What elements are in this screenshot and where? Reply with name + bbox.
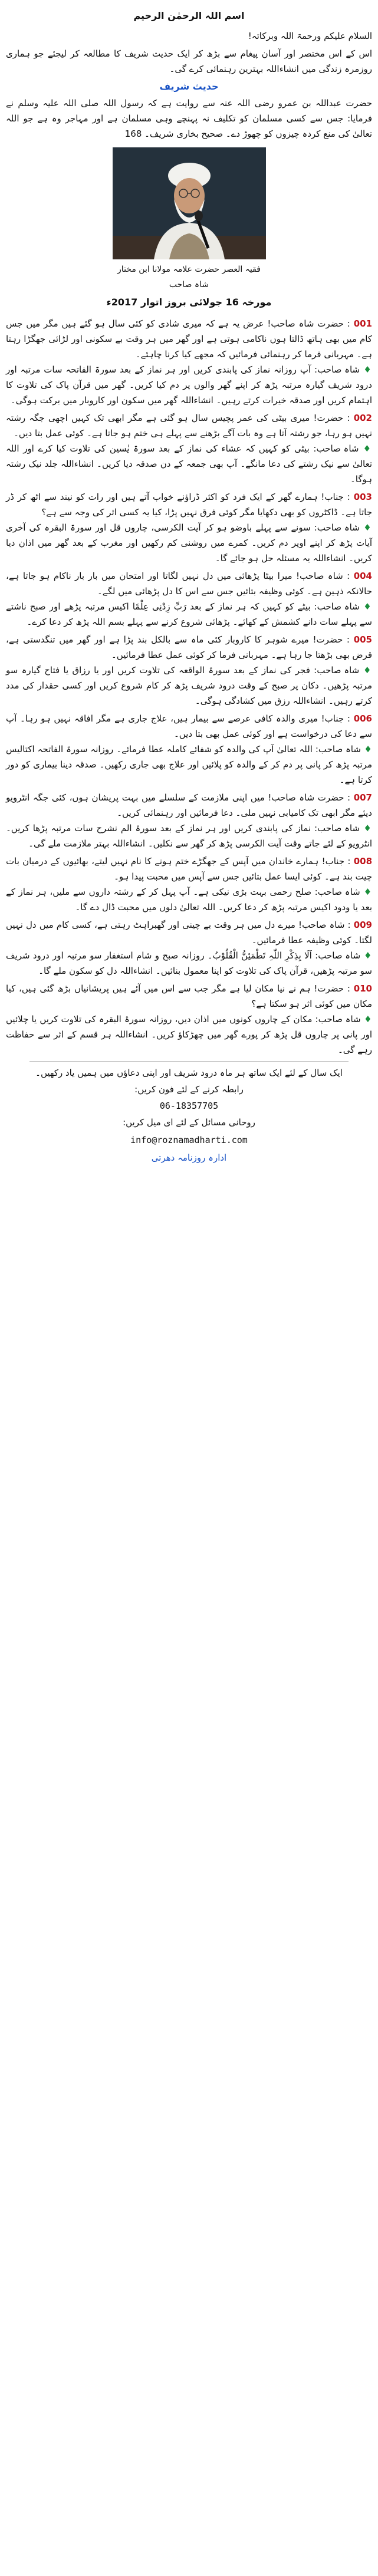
answer-marker-icon: ♦ xyxy=(360,887,372,897)
answer-marker-icon: ♦ xyxy=(359,601,373,612)
question-010: 010 : حضرت! ہم نے نیا مکان لیا ہے مگر جب سے اس میں آئے ہیں پریشانیاں بڑھ گئی ہیں، کیا مکان میں کوئی اثر ہو سکتا ہے؟ xyxy=(6,983,372,1009)
question-number: 002 xyxy=(353,413,372,423)
answer-text: شاہ صاحب: بیٹے کو کہیں کہ ہر نماز کے بعد رَبِّ زِدْنِی عِلْمًا اکیس مرتبہ پڑھے اور صبح ناشتے سے پہلے سات دانے کشمش کے کھائے۔ پڑھائی شروع کرنے سے پہلے بسم اللہ پڑھ کر دعا کرے۔ xyxy=(6,601,372,627)
answer-text: شاہ صاحب: اَلَا بِذِکْرِ اللّٰہِ تَطْمَئِنُّ الْقُلُوْبُ۔ روزانہ صبح و شام استغفار سو مرتبہ اور درود شریف سو مرتبہ پڑھیں، قرآن پاک کی تلاوت کو اپنا معمول بنائیں۔ انشاءاللہ دل کو سکون ملے گا۔ xyxy=(6,950,372,976)
question-009: 009 : شاہ صاحب! میرے دل میں ہر وقت بے چینی اور گھبراہٹ رہتی ہے، کسی کام میں دل نہیں لگتا۔ کوئی وظیفہ عطا فرمائیں۔ xyxy=(6,920,372,946)
portrait-photo xyxy=(113,147,266,259)
answer-text: شاہ صاحب: بیٹی کو کہیں کہ عشاء کی نماز کے بعد سورۃ یٰسین کی تلاوت کیا کرے اور اللہ تعالیٰ سے نیک رشتے کی دعا مانگے۔ آپ بھی جمعہ کے دن صدقہ دیا کریں۔ انشاءاللہ جلد نیک رشتہ ہوگا۔ xyxy=(6,443,372,485)
contact-phone: 06-18357705 xyxy=(159,1101,219,1111)
answer-marker-icon: ♦ xyxy=(360,950,373,961)
answer-text: شاہ صاحب: اللہ تعالیٰ آپ کی والدہ کو شفائے کاملہ عطا فرمائے۔ روزانہ سورۃ الفاتحہ اکتالیس مرتبہ پڑھ کر پانی پر دم کر کے والدہ کو پلائیں اور علاج بھی جاری رکھیں۔ صدقہ دینا بیماری کو دور کرتا ہے۔ xyxy=(6,744,372,785)
answer-004 xyxy=(6,599,372,630)
answer-text: شاہ صاحب: نماز کی پابندی کریں اور ہر نماز کے بعد سورۃ الم نشرح سات مرتبہ پڑھا کریں۔ انٹرویو کے لئے جاتے وقت آیت الکرسی پڑھ کر گھر سے نکلیں۔ انشاءاللہ بہتر ملازمت ملے گی۔ xyxy=(6,823,372,849)
question-text: حضرت! ہم نے نیا مکان لیا ہے مگر جب سے اس میں آئے ہیں پریشانیاں بڑھ گئی ہیں، کیا مکان میں کوئی اثر ہو سکتا ہے؟ xyxy=(6,983,372,1009)
answer-007 xyxy=(6,821,372,851)
answer-005 xyxy=(6,663,372,709)
portrait-illustration xyxy=(113,147,266,259)
footer-closing: ادارہ روزنامہ دھرتی xyxy=(151,1152,227,1163)
answer-marker-icon: ♦ xyxy=(359,443,373,454)
answer-marker-icon: ♦ xyxy=(360,823,372,834)
answer-text: شاہ صاحب: آپ روزانہ نماز کی پابندی کریں اور ہر نماز کے بعد سورۃ الفاتحہ سات مرتبہ اور درود شریف گیارہ مرتبہ پڑھ کر اپنے گھر والوں پر دم کیا کریں۔ گھر میں قرآن پاک کی تلاوت کا اہتمام کریں اور صدقہ خیرات کرتے رہیں۔ انشاءاللہ گھر میں سکون اور کاروبار میں برکت ہوگی۔ xyxy=(6,364,372,406)
answer-text: شاہ صاحب: سونے سے پہلے باوضو ہو کر آیت الکرسی، چاروں قل اور سورۃ البقرہ کی آخری آیات پڑھ کر اپنے اوپر دم کریں۔ کمرے میں روشنی کم رکھیں اور مغرب کے بعد گھر میں اذان دیا کریں۔ انشاءاللہ یہ مسئلہ حل ہو جائے گا۔ xyxy=(6,522,372,564)
footer-divider xyxy=(29,1061,349,1062)
footer-note-3: روحانی مسائل کے لئے ای میل کریں: xyxy=(123,1117,255,1128)
answer-003 xyxy=(6,520,372,566)
question-008: 008 : جناب! ہمارے خاندان میں آپس کے جھگڑے ختم ہونے کا نام نہیں لیتے، بھائیوں کے درمیان بات چیت بند ہے۔ کوئی ایسا عمل بتائیں جس سے آپس میں محبت پیدا ہو۔ xyxy=(6,856,373,882)
question-number: 009 xyxy=(353,920,372,930)
answer-text: شاہ صاحب: مکان کے چاروں کونوں میں اذان دیں، روزانہ سورۃ البقرہ کی تلاوت کریں یا چلائیں اور پانی پر چاروں قل پڑھ کر پورے گھر میں چھڑکاؤ کریں۔ انشاءاللہ ہر قسم کے اثر سے حفاظت رہے گی۔ xyxy=(6,1014,372,1055)
question-number: 007 xyxy=(353,792,372,803)
issue-date: مورخہ 16 جولائی بروز اتوار 2017ء xyxy=(106,297,272,308)
question-text: حضرت! میری بیٹی کی عمر پچیس سال ہو گئی ہے مگر ابھی تک کہیں اچھی جگہ رشتہ نہیں ہو رہا، جو رشتہ آتا ہے وہ بات آگے بڑھنے سے پہلے ہی ختم ہو جاتا ہے۔ کوئی عمل بتا دیں۔ xyxy=(6,413,372,439)
question-text: جناب! ہمارے خاندان میں آپس کے جھگڑے ختم ہونے کا نام نہیں لیتے، بھائیوں کے درمیان بات چیت بند ہے۔ کوئی ایسا عمل بتائیں جس سے آپس میں محبت پیدا ہو۔ xyxy=(6,856,372,882)
question-text: جناب! میری والدہ کافی عرصے سے بیمار ہیں، علاج جاری ہے مگر افاقہ نہیں ہو رہا۔ آپ سے دعا کی درخواست ہے اور کوئی عمل بھی بتا دیں۔ xyxy=(6,713,372,739)
question-number: 006 xyxy=(353,713,372,724)
answer-marker-icon: ♦ xyxy=(360,364,372,375)
question-005: 005 : حضرت! میرے شوہر کا کاروبار کئی ماہ سے بالکل بند پڑا ہے اور گھر میں تنگدستی ہے، قرض بھی بڑھتا جا رہا ہے۔ مہربانی فرما کر کوئی عمل عطا فرمائیں۔ xyxy=(6,634,372,660)
answer-009 xyxy=(6,948,372,979)
footer-note-2: رابطہ کرنے کے لئے فون کریں: xyxy=(134,1084,244,1095)
question-number: 005 xyxy=(353,634,372,645)
hadith-text: حضرت عبداللہ بن عمرو رضی اللہ عنہ سے روایت ہے کہ رسول اللہ صلی اللہ علیہ وسلم نے فرمایا: جس سے کسی مسلمان کو تکلیف نہ پہنچے وہی مسلمان ہے اور مہاجر وہ ہے جو اللہ تعالیٰ کی منع کردہ چیزوں کو چھوڑ دے۔ صحیح بخاری شریف۔ 168 xyxy=(6,98,372,139)
question-007: 007 : حضرت شاہ صاحب! میں اپنی ملازمت کے سلسلے میں بہت پریشان ہوں، کئی جگہ انٹرویو دیئے مگر ابھی تک کامیابی نہیں ملی۔ دعا فرمائیں اور رہنمائی کریں۔ xyxy=(6,792,372,818)
answer-008 xyxy=(6,884,372,915)
question-text: شاہ صاحب! میرے دل میں ہر وقت بے چینی اور گھبراہٹ رہتی ہے، کسی کام میں دل نہیں لگتا۔ کوئی وظیفہ عطا فرمائیں۔ xyxy=(6,920,372,946)
answer-006 xyxy=(6,742,372,788)
answer-marker-icon: ♦ xyxy=(359,522,372,533)
intro-text: اس کے اس مختصر اور آسان پیغام سے بڑھ کر ایک حدیث شریف کا مطالعہ کر لیجئے جو ہماری روزمرہ زندگی میں انشاءاللہ بہترین رہنمائی کرے گی۔ xyxy=(6,48,372,74)
contact-email[interactable]: info@roznamadharti.com xyxy=(130,1135,248,1145)
question-number: 001 xyxy=(353,318,372,329)
answer-marker-icon: ♦ xyxy=(359,665,372,676)
portrait-caption: فقیہ العصر حضرت علامہ مولانا ابن مختار شاہ صاحب xyxy=(117,265,261,289)
question-number: 003 xyxy=(353,492,372,502)
question-002: 002 : حضرت! میری بیٹی کی عمر پچیس سال ہو گئی ہے مگر ابھی تک کہیں اچھی جگہ رشتہ نہیں ہو رہا، جو رشتہ آتا ہے وہ بات آگے بڑھنے سے پہلے ہی ختم ہو جاتا ہے۔ کوئی عمل بتا دیں۔ xyxy=(6,413,372,439)
answer-001 xyxy=(6,362,372,408)
salam-line: السلام علیکم ورحمۃ اللہ وبرکاتہ! xyxy=(248,31,372,41)
answer-010 xyxy=(6,1012,372,1058)
question-text: حضرت! میرے شوہر کا کاروبار کئی ماہ سے بالکل بند پڑا ہے اور گھر میں تنگدستی ہے، قرض بھی بڑھتا جا رہا ہے۔ مہربانی فرما کر کوئی عمل عطا فرمائیں۔ xyxy=(6,634,372,660)
question-number: 008 xyxy=(353,856,373,867)
question-004: 004 : شاہ صاحب! میرا بیٹا پڑھائی میں دل نہیں لگاتا اور امتحان میں بار بار ناکام ہو جاتا ہے، حالانکہ ذہین ہے۔ کوئی وظیفہ بتائیں جس سے اس کا دل پڑھائی میں لگے۔ xyxy=(6,571,372,597)
answer-marker-icon: ♦ xyxy=(360,1014,372,1025)
answer-002 xyxy=(6,441,372,487)
question-number: 010 xyxy=(353,983,372,994)
portrait-figure xyxy=(113,147,266,292)
question-003: 003 : جناب! ہمارے گھر کے ایک فرد کو اکثر ڈراؤنے خواب آتے ہیں اور رات کو نیند سے اٹھ کر ڈر جاتا ہے۔ ڈاکٹروں کو بھی دکھایا مگر کوئی فرق نہیں پڑا، کیا یہ کسی اثر کی وجہ سے ہے؟ xyxy=(6,492,372,518)
question-text: جناب! ہمارے گھر کے ایک فرد کو اکثر ڈراؤنے خواب آتے ہیں اور رات کو نیند سے اٹھ کر ڈر جاتا ہے۔ ڈاکٹروں کو بھی دکھایا مگر کوئی فرق نہیں پڑا، کیا یہ کسی اثر کی وجہ سے ہے؟ xyxy=(6,492,372,518)
answer-text: شاہ صاحب: فجر کی نماز کے بعد سورۃ الواقعہ کی تلاوت کریں اور یا رزاق یا فتاح گیارہ سو مرتبہ پڑھیں۔ دکان پر صبح کے وقت درود شریف پڑھ کر کام شروع کریں اور کسی حقدار کی مدد کرتے رہیں۔ انشاءاللہ رزق میں کشادگی ہوگی۔ xyxy=(6,665,372,706)
footer-note-1: ایک سال کے لئے ایک ساتھ ہر ماہ درود شریف اور اپنی دعاؤں میں ہمیں یاد رکھیں۔ xyxy=(35,1068,343,1078)
hadith-heading: حدیث شریف xyxy=(159,81,219,92)
question-text: حضرت شاہ صاحب! عرض یہ ہے کہ میری شادی کو کئی سال ہو گئے ہیں مگر میں جس کام میں بھی ہاتھ ڈالتا ہوں ناکامی ہوتی ہے اور گھر میں ہر وقت بے سکونی اور لڑائی جھگڑا رہتا ہے۔ مہربانی فرما کر رہنمائی فرمائیں کہ مجھے کیا کرنا چاہئے۔ xyxy=(6,318,372,360)
answer-text: شاہ صاحب: صلح رحمی بہت بڑی نیکی ہے۔ آپ پہل کر کے رشتہ داروں سے ملیں، ہر نماز کے بعد یا ودود اکیس مرتبہ پڑھ کر دعا کریں۔ اللہ تعالیٰ دلوں میں محبت ڈال دے گا۔ xyxy=(6,887,372,913)
question-006: 006 : جناب! میری والدہ کافی عرصے سے بیمار ہیں، علاج جاری ہے مگر افاقہ نہیں ہو رہا۔ آپ سے دعا کی درخواست ہے اور کوئی عمل بھی بتا دیں۔ xyxy=(6,713,372,739)
bismillah: اسم اللہ الرحمٰن الرحیم xyxy=(133,10,245,21)
question-text: شاہ صاحب! میرا بیٹا پڑھائی میں دل نہیں لگاتا اور امتحان میں بار بار ناکام ہو جاتا ہے، حالانکہ ذہین ہے۔ کوئی وظیفہ بتائیں جس سے اس کا دل پڑھائی میں لگے۔ xyxy=(6,571,372,597)
question-number: 004 xyxy=(353,571,372,581)
qa-list xyxy=(6,316,372,1058)
question-001: 001 : حضرت شاہ صاحب! عرض یہ ہے کہ میری شادی کو کئی سال ہو گئے ہیں مگر میں جس کام میں بھی ہاتھ ڈالتا ہوں ناکامی ہوتی ہے اور گھر میں ہر وقت بے سکونی اور لڑائی جھگڑا رہتا ہے۔ مہربانی فرما کر رہنمائی فرمائیں کہ مجھے کیا کرنا چاہئے۔ xyxy=(6,318,372,360)
question-text: حضرت شاہ صاحب! میں اپنی ملازمت کے سلسلے میں بہت پریشان ہوں، کئی جگہ انٹرویو دیئے مگر ابھی تک کامیابی نہیں ملی۔ دعا فرمائیں اور رہنمائی کریں۔ xyxy=(6,792,372,818)
answer-marker-icon: ♦ xyxy=(360,744,373,755)
